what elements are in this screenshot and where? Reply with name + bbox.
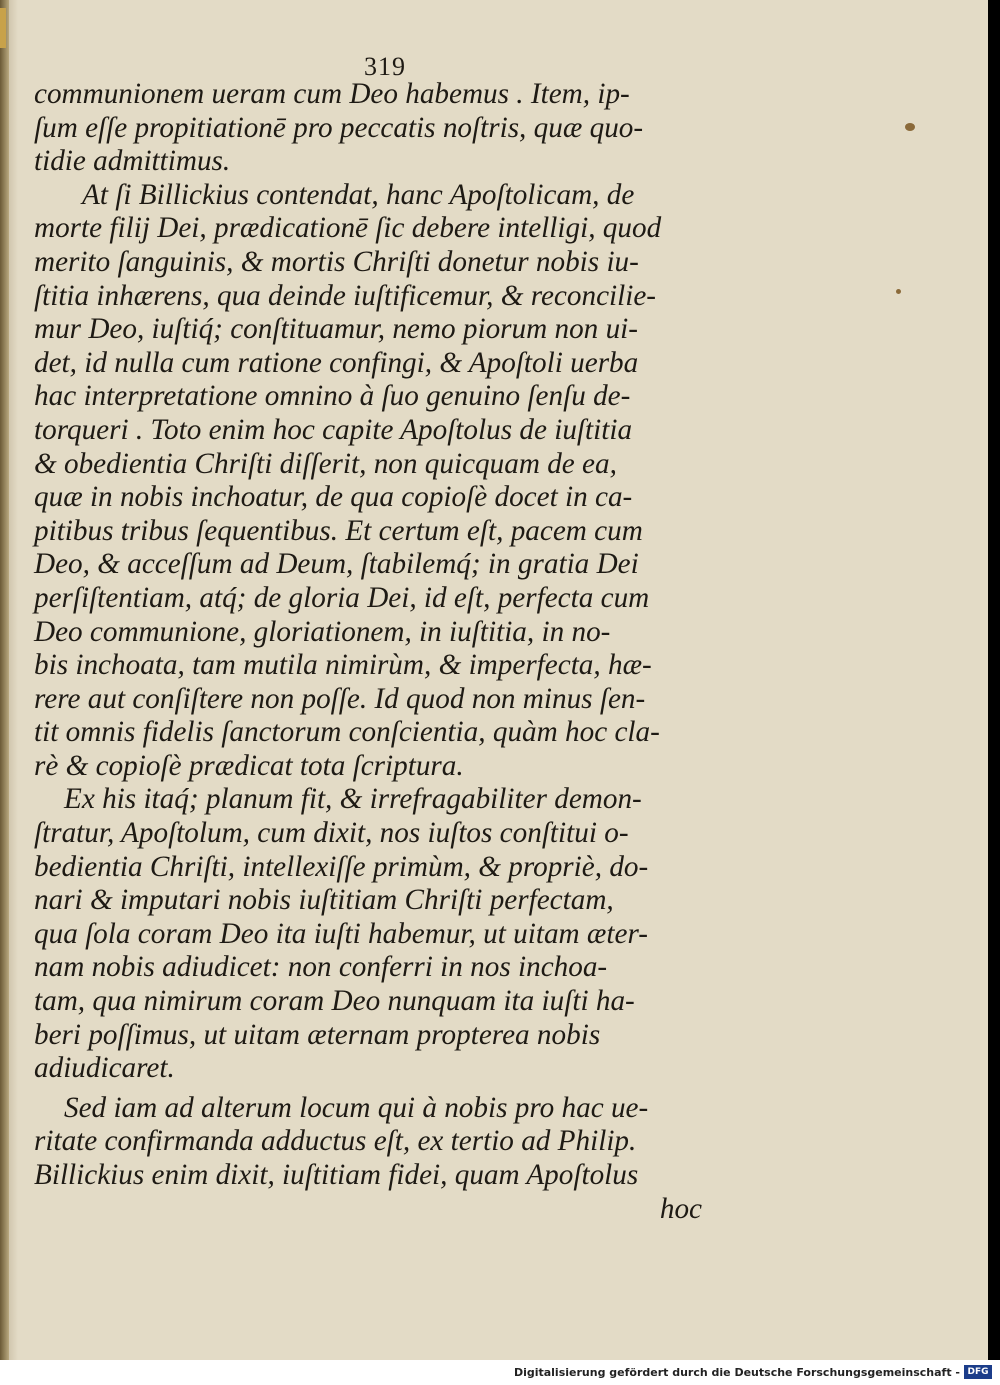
text-line: nari & imputari nobis iuſtitiam Chriſti perfectam,: [34, 884, 614, 917]
text-line: bedientia Chriſti, intellexiſſe primùm, & propriè, do-: [34, 850, 649, 883]
text-line: hac interpretatione omnino à ſuo genuino ſenſu de-: [34, 380, 631, 413]
catchword: hoc: [659, 1192, 702, 1225]
footer-credit: Digitalisierung gefördert durch die Deutsche Forschungsgemeinschaft -: [513, 1366, 960, 1379]
text-line: pitibus tribus ſequentibus. Et certum eſt, pacem cum: [34, 514, 643, 547]
text-line: Deo communione, gloriationem, in iuſtitia, in no-: [34, 615, 611, 648]
text-line: perſiſtentiam, atq́; de gloria Dei, id eſt, perfecta cum: [34, 581, 650, 614]
text-line: qua ſola coram Deo ita iuſti habemur, ut uitam æter-: [34, 917, 648, 950]
text-line: ſtratur, Apoſtolum, cum dixit, nos iuſtos conſtitui o-: [34, 817, 629, 850]
page-gutter: [0, 0, 9, 1360]
text-line: ſum eſſe propitiationē pro peccatis noſtris, quæ quo-: [34, 111, 644, 144]
text-line: Deo, & acceſſum ad Deum, ſtabilemq́; in gratia Dei: [34, 548, 639, 581]
text-line: Billickius enim dixit, iuſtitiam fidei, quam Apoſtolus: [34, 1159, 639, 1191]
ink-speck: [896, 289, 901, 294]
text-line: det, id nulla cum ratione confingi, & Apoſtoli uerba: [34, 346, 639, 379]
text-line: tidie admittimus.: [34, 145, 231, 178]
text-line: merito ſanguinis, & mortis Chriſti donetur nobis iu-: [34, 245, 639, 278]
text-line: rè & copioſè prædicat tota ſcriptura.: [34, 749, 464, 782]
text-line: tam, qua nimirum coram Deo nunquam ita iuſti ha-: [34, 985, 635, 1018]
text-line: tit omnis fidelis ſanctorum conſcientia, quàm hoc cla-: [34, 716, 660, 749]
text-line: At ſi Billickius contendat, hanc Apoſtolicam, de: [82, 178, 635, 211]
page-number: 319: [364, 52, 406, 81]
text-line: communionem ueram cum Deo habemus . Item, ip-: [34, 78, 630, 110]
text-line: nam nobis adiudicet: non conferri in nos inchoa-: [34, 951, 608, 984]
text-line: bis inchoata, tam mutila nimirùm, & imperfecta, hæ-: [34, 649, 652, 682]
text-line: ritate confirmanda adductus eſt, ex tertio ad Philip.: [34, 1125, 637, 1158]
text-line: rere aut conſiſtere non poſſe. Id quod non minus ſen-: [34, 682, 646, 715]
text-line: ſtitia inhærens, qua deinde iuſtificemur, & reconcilie-: [34, 279, 657, 312]
text-line: morte filij Dei, prædicationē ſic debere intelligi, quod: [34, 212, 662, 245]
ink-speck: [905, 123, 915, 131]
text-line: adiudicaret.: [34, 1052, 175, 1085]
text-line: & obedientia Chriſti diſſerit, non quicquam de ea,: [34, 447, 617, 480]
text-line: quæ in nobis inchoatur, de qua copioſè docet in ca-: [34, 481, 633, 514]
dfg-logo: DFG: [964, 1365, 992, 1379]
text-line: Sed iam ad alterum locum qui à nobis pro hac ue-: [64, 1091, 649, 1124]
spine-mark: [0, 8, 6, 48]
text-line: Ex his itaq́; planum fit, & irrefragabiliter demon-: [64, 783, 642, 816]
text-line: mur Deo, iuſtiq́; conſtituamur, nemo piorum non ui-: [34, 313, 638, 346]
text-line: beri poſſimus, ut uitam æternam propterea nobis: [34, 1018, 601, 1051]
text-line: torqueri . Toto enim hoc capite Apoſtolus de iuſtitia: [34, 413, 633, 446]
body-text: [34, 78, 714, 1226]
